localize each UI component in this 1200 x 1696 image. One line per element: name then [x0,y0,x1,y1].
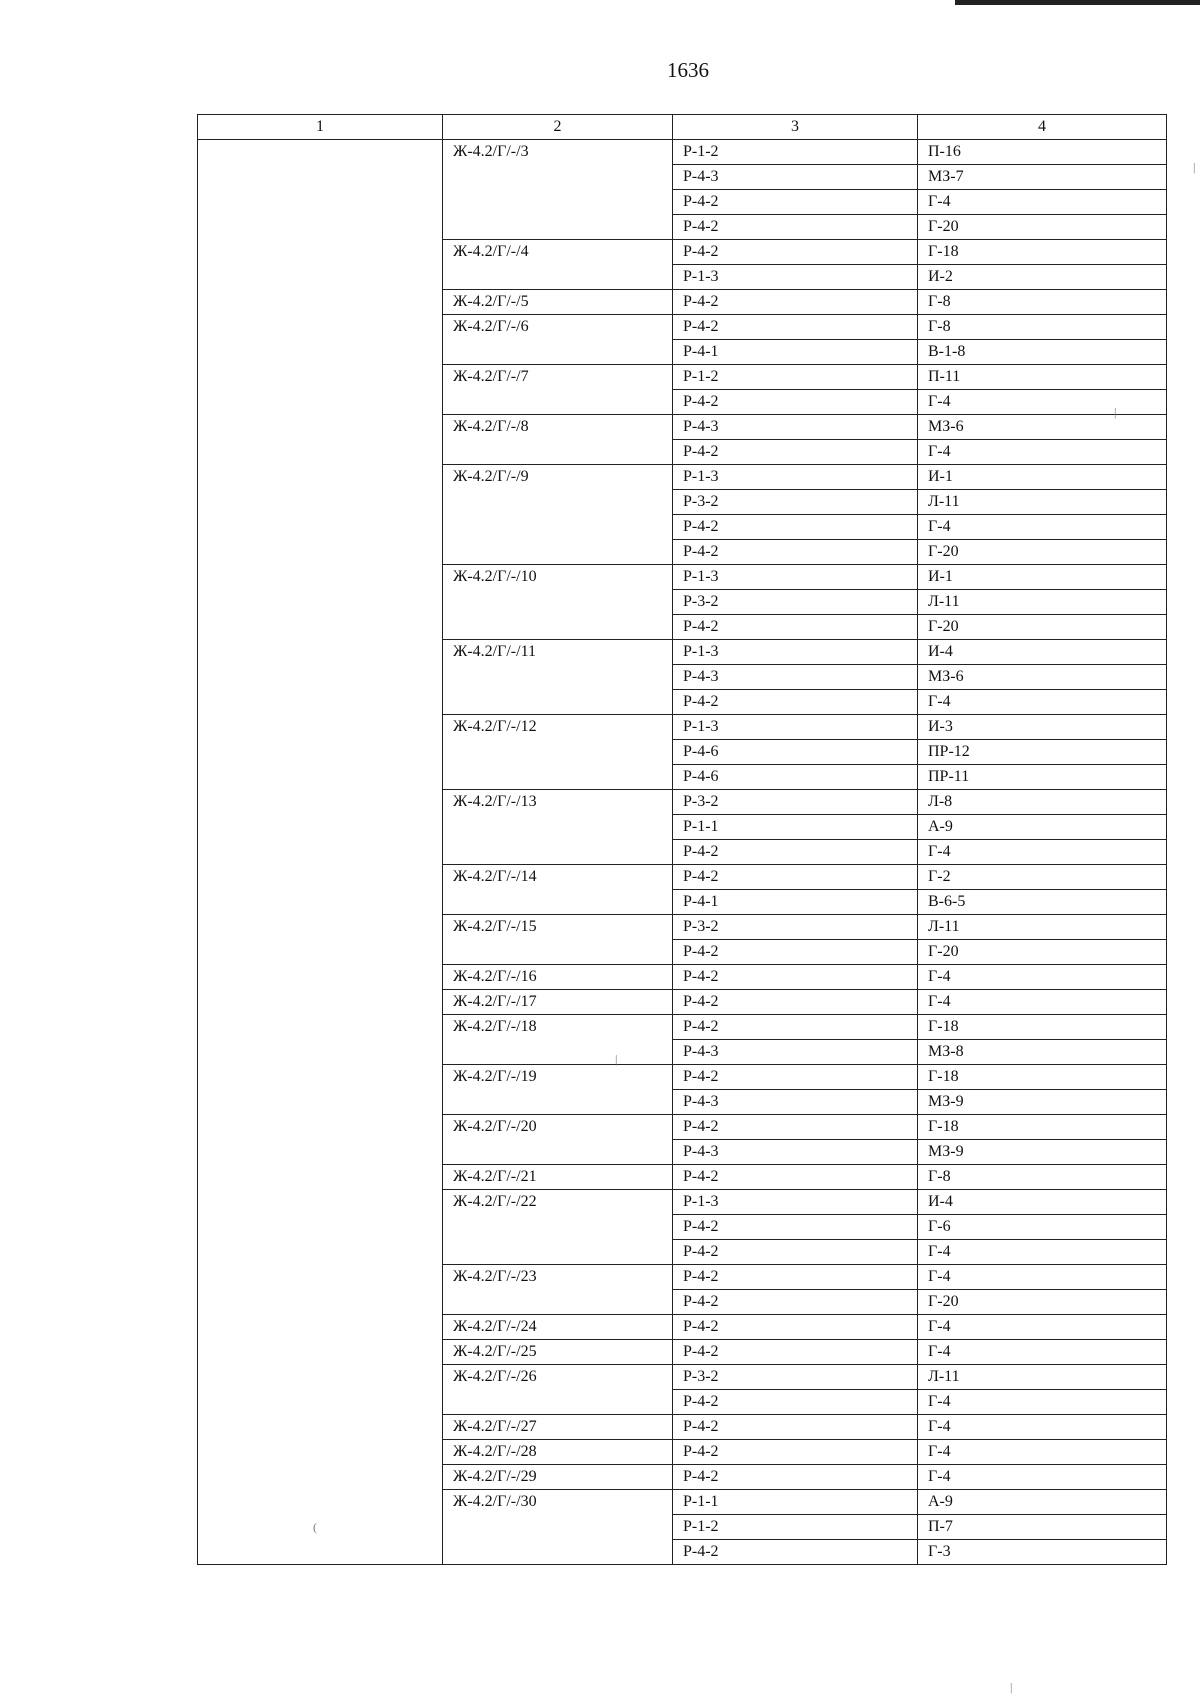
group-code-cell: Ж-4.2/Г/-/3 [443,140,673,240]
column-3-cell: Р-4-2 [673,1240,918,1265]
column-4-cell: Г-4 [918,1340,1167,1365]
column-3-cell: Р-1-1 [673,815,918,840]
column-4-cell: Л-11 [918,1365,1167,1390]
column-4-cell: Г-4 [918,1465,1167,1490]
column-3-cell: Р-4-2 [673,840,918,865]
column-3-cell: Р-4-2 [673,515,918,540]
column-4-cell: Г-4 [918,965,1167,990]
scan-mark: | [1010,1680,1013,1694]
column-4-cell: И-2 [918,265,1167,290]
column-4-cell: П-11 [918,365,1167,390]
column-3-cell: Р-4-1 [673,340,918,365]
column-4-cell: Г-18 [918,1115,1167,1140]
column-4-cell: МЗ-9 [918,1090,1167,1115]
group-code-cell: Ж-4.2/Г/-/14 [443,865,673,915]
column-4-cell: МЗ-7 [918,165,1167,190]
column-3-cell: Р-4-2 [673,215,918,240]
scan-mark: ( [313,1520,317,1534]
column-4-cell: И-4 [918,640,1167,665]
column-4-cell: Г-18 [918,1015,1167,1040]
column-3-cell: Р-4-2 [673,1290,918,1315]
data-table-container [197,114,1166,1565]
column-3-cell: Р-4-3 [673,165,918,190]
column-3-cell: Р-1-1 [673,1490,918,1515]
column-4-cell: Л-8 [918,790,1167,815]
column-3-cell: Р-3-2 [673,790,918,815]
group-code-cell: Ж-4.2/Г/-/23 [443,1265,673,1315]
column-4-cell: Л-11 [918,490,1167,515]
column-3-cell: Р-4-2 [673,940,918,965]
column-4-cell: Л-11 [918,590,1167,615]
column-4-cell: Г-18 [918,1065,1167,1090]
column-3-cell: Р-4-2 [673,965,918,990]
table-body [198,140,1167,1565]
column-3-cell: Р-4-2 [673,1215,918,1240]
column-3-cell: Р-1-2 [673,365,918,390]
group-code-cell: Ж-4.2/Г/-/12 [443,715,673,790]
column-4-cell: Г-4 [918,840,1167,865]
column-3-cell: Р-4-2 [673,1415,918,1440]
data-table [197,114,1167,1565]
column-4-cell: Г-4 [918,390,1167,415]
column-3-cell: Р-1-3 [673,265,918,290]
column-3-cell: Р-4-1 [673,890,918,915]
column-3-cell: Р-3-2 [673,1365,918,1390]
column-header: 4 [918,115,1167,140]
column-4-cell: И-1 [918,565,1167,590]
column-3-cell: Р-1-2 [673,1515,918,1540]
group-code-cell: Ж-4.2/Г/-/29 [443,1465,673,1490]
column-4-cell: А-9 [918,815,1167,840]
column-4-cell: Л-11 [918,915,1167,940]
column-3-cell: Р-4-2 [673,690,918,715]
column-4-cell: МЗ-6 [918,415,1167,440]
column-4-cell: ПР-12 [918,740,1167,765]
group-code-cell: Ж-4.2/Г/-/5 [443,290,673,315]
group-code-cell: Ж-4.2/Г/-/24 [443,1315,673,1340]
scan-top-rule [955,0,1200,5]
column-3-cell: Р-4-3 [673,665,918,690]
column-4-cell: В-6-5 [918,890,1167,915]
group-code-cell: Ж-4.2/Г/-/8 [443,415,673,465]
column-4-cell: Г-4 [918,515,1167,540]
table-header-row [198,115,1167,140]
column-3-cell: Р-4-3 [673,415,918,440]
column-3-cell: Р-1-3 [673,465,918,490]
column-3-cell: Р-1-3 [673,715,918,740]
column-3-cell: Р-4-2 [673,1540,918,1565]
column-3-cell: Р-1-3 [673,640,918,665]
page-number: 1636 [667,58,709,82]
group-code-cell: Ж-4.2/Г/-/9 [443,465,673,565]
column-4-cell: П-7 [918,1515,1167,1540]
column-3-cell: Р-4-2 [673,390,918,415]
column-3-cell: Р-3-2 [673,490,918,515]
group-code-cell: Ж-4.2/Г/-/27 [443,1415,673,1440]
group-code-cell: Ж-4.2/Г/-/10 [443,565,673,640]
column-3-cell: Р-4-2 [673,615,918,640]
group-code-cell: Ж-4.2/Г/-/7 [443,365,673,415]
column-3-cell: Р-4-2 [673,315,918,340]
column-4-cell: Г-2 [918,865,1167,890]
column-header: 2 [443,115,673,140]
column-4-cell: Г-18 [918,240,1167,265]
column-3-cell: Р-4-2 [673,1265,918,1290]
column-3-cell: Р-4-3 [673,1140,918,1165]
column-4-cell: Г-20 [918,615,1167,640]
column-4-cell: Г-4 [918,440,1167,465]
group-code-cell: Ж-4.2/Г/-/16 [443,965,673,990]
column-4-cell: Г-8 [918,315,1167,340]
column-4-cell: В-1-8 [918,340,1167,365]
column-3-cell: Р-1-3 [673,565,918,590]
group-code-cell: Ж-4.2/Г/-/25 [443,1340,673,1365]
column-3-cell: Р-3-2 [673,915,918,940]
column-4-cell: Г-20 [918,540,1167,565]
column-4-cell: МЗ-8 [918,1040,1167,1065]
column-4-cell: Г-4 [918,1265,1167,1290]
group-code-cell: Ж-4.2/Г/-/20 [443,1115,673,1165]
column-3-cell: Р-4-2 [673,1315,918,1340]
column-3-cell: Р-3-2 [673,590,918,615]
column-4-cell: Г-4 [918,690,1167,715]
column-4-cell: Г-6 [918,1215,1167,1240]
column-4-cell: И-1 [918,465,1167,490]
column-4-cell: МЗ-9 [918,1140,1167,1165]
scan-mark: | [1193,160,1196,174]
column-3-cell: Р-4-2 [673,1065,918,1090]
column-4-cell: И-4 [918,1190,1167,1215]
column-4-cell: Г-20 [918,1290,1167,1315]
column-4-cell: Г-20 [918,940,1167,965]
column-3-cell: Р-4-2 [673,1340,918,1365]
column-4-cell: МЗ-6 [918,665,1167,690]
column-4-cell: Г-4 [918,1390,1167,1415]
group-code-cell: Ж-4.2/Г/-/22 [443,1190,673,1265]
column-4-cell: ПР-11 [918,765,1167,790]
group-code-cell: Ж-4.2/Г/-/18 [443,1015,673,1065]
column-header: 3 [673,115,918,140]
group-code-cell: Ж-4.2/Г/-/26 [443,1365,673,1415]
column-3-cell: Р-4-2 [673,290,918,315]
column-3-cell: Р-4-6 [673,740,918,765]
scan-mark: | [1114,405,1117,419]
column-4-cell: Г-4 [918,1440,1167,1465]
group-code-cell: Ж-4.2/Г/-/28 [443,1440,673,1465]
group-code-cell: Ж-4.2/Г/-/17 [443,990,673,1015]
column-4-cell: А-9 [918,1490,1167,1515]
column-header: 1 [198,115,443,140]
column-4-cell: Г-4 [918,1240,1167,1265]
column-4-cell: П-16 [918,140,1167,165]
column-4-cell: Г-4 [918,1415,1167,1440]
group-code-cell: Ж-4.2/Г/-/15 [443,915,673,965]
column-4-cell: Г-8 [918,1165,1167,1190]
group-code-cell: Ж-4.2/Г/-/30 [443,1490,673,1565]
column-3-cell: Р-4-6 [673,765,918,790]
column-3-cell: Р-4-2 [673,1465,918,1490]
column-3-cell: Р-4-2 [673,440,918,465]
column-3-cell: Р-4-2 [673,1015,918,1040]
column-4-cell: Г-4 [918,190,1167,215]
column-4-cell: Г-3 [918,1540,1167,1565]
column-4-cell: Г-20 [918,215,1167,240]
column-3-cell: Р-4-2 [673,1440,918,1465]
column-4-cell: Г-4 [918,1315,1167,1340]
group-code-cell: Ж-4.2/Г/-/13 [443,790,673,865]
group-code-cell: Ж-4.2/Г/-/6 [443,315,673,365]
scan-mark: | [615,1052,618,1066]
column-3-cell: Р-4-2 [673,190,918,215]
column-3-cell: Р-4-2 [673,240,918,265]
column-1-cell [198,140,443,1565]
column-3-cell: Р-1-2 [673,140,918,165]
group-code-cell: Ж-4.2/Г/-/4 [443,240,673,290]
column-3-cell: Р-1-3 [673,1190,918,1215]
column-3-cell: Р-4-2 [673,1165,918,1190]
table-row [198,140,1167,165]
group-code-cell: Ж-4.2/Г/-/21 [443,1165,673,1190]
column-4-cell: Г-8 [918,290,1167,315]
column-4-cell: Г-4 [918,990,1167,1015]
column-3-cell: Р-4-2 [673,865,918,890]
group-code-cell: Ж-4.2/Г/-/11 [443,640,673,715]
group-code-cell: Ж-4.2/Г/-/19 [443,1065,673,1115]
column-3-cell: Р-4-3 [673,1040,918,1065]
column-3-cell: Р-4-2 [673,990,918,1015]
column-3-cell: Р-4-3 [673,1090,918,1115]
column-3-cell: Р-4-2 [673,1115,918,1140]
column-3-cell: Р-4-2 [673,540,918,565]
column-4-cell: И-3 [918,715,1167,740]
column-3-cell: Р-4-2 [673,1390,918,1415]
